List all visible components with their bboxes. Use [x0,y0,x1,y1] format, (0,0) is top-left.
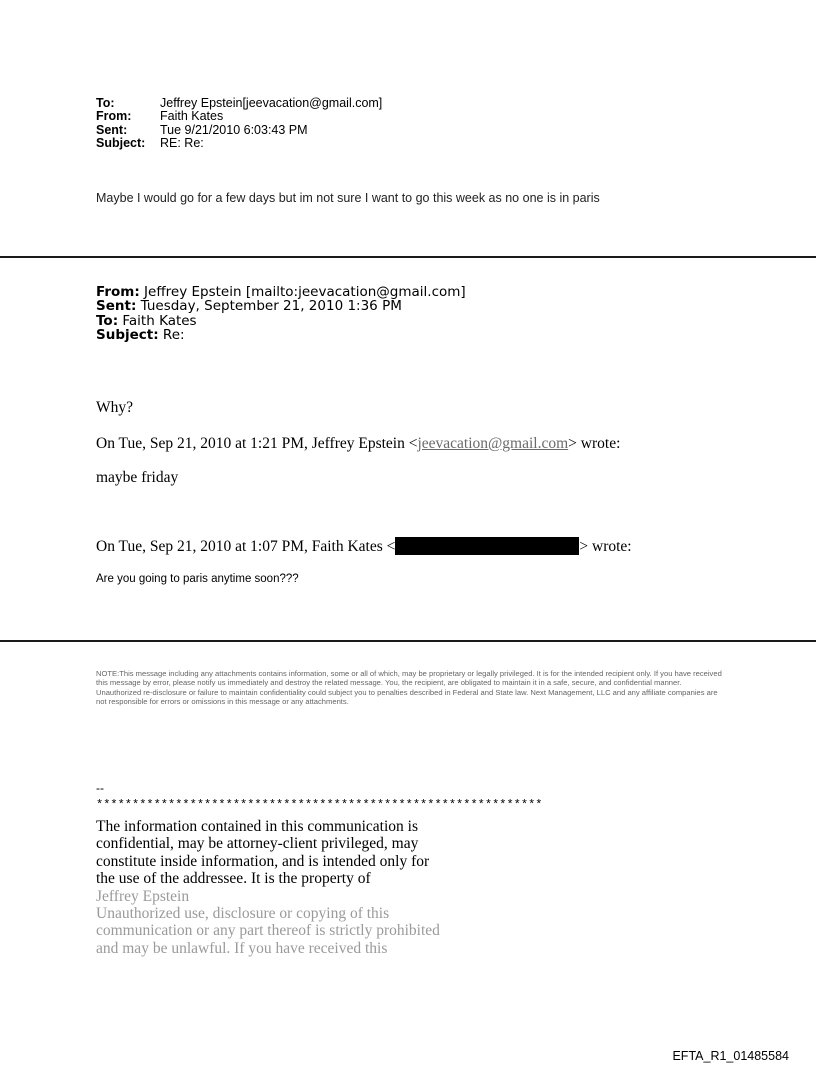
quoted-to-value: Faith Kates [118,312,197,329]
quoted-subject-label: Subject: [96,327,159,344]
quoted-sent-value: Tuesday, September 21, 2010 1:36 PM [136,298,402,315]
conf-line: communication or any part thereof is strictly prohibited [96,922,440,940]
sent-label: Sent: [96,122,128,137]
to-label: To: [96,96,115,110]
quote1-prefix: On Tue, Sep 21, 2010 at 1:21 PM, Jeffrey Epstein < [96,435,418,452]
to-value: Jeffrey Epstein[jeevacation@gmail.com] [160,96,383,110]
divider [0,640,816,642]
conf-line: Jeffrey Epstein [96,887,190,905]
signature-stars: ************************************************************** [96,798,543,812]
document-id: EFTA_R1_01485584 [672,1049,789,1063]
why-text: Why? [96,399,134,416]
legal-notice: NOTE:This message including any attachments contains information, some or all of which, may be proprietary or legally privileged. It is for the intended recipient only. If you have received this message by error, please notify us immediately and destroy the related message. You, the recipient, are obligated to maintain it in a safe, secure, and confidential manner. Unauthorized re-disclosure or failure to maintain confidentiality could subject you to penalties described in Federal and State law. Next Management, LLC and any affiliate companies are not responsible for errors or omissions in this message or any attachments. [96,669,722,706]
subject-label: Subject: [96,136,146,151]
quoted-sent-label: Sent: [96,298,137,315]
from-label: From: [96,109,132,124]
quoted-from-label: From: [96,284,140,300]
conf-line: Unauthorized use, disclosure or copying of this [96,905,390,923]
conf-line: The information contained in this communication is [96,818,418,835]
email-link[interactable]: jeevacation@gmail.com [417,435,569,452]
conf-line: and may be unlawful. If you have received this [96,939,388,957]
subject-value: RE: Re: [160,136,204,151]
conf-line: constitute inside information, and is intended only for [96,852,430,870]
quoted-to-label: To: [96,312,119,329]
question-text: Are you going to paris anytime soon??? [96,573,299,585]
quote2-suffix: > wrote: [579,538,632,555]
conf-line: confidential, may be attorney-client privileged, may [96,835,419,853]
quote1-suffix: > wrote: [568,435,621,452]
quoted-from-value: Jeffrey Epstein [mailto:jeevacation@gmail.com] [139,284,466,300]
redaction-bar [395,537,579,555]
quote2-prefix: On Tue, Sep 21, 2010 at 1:07 PM, Faith Kates < [96,538,396,555]
confidentiality-notice [96,818,516,957]
quote-line-1 [96,435,620,453]
conf-line: the use of the addressee. It is the property of [96,870,371,888]
email-header [96,97,382,151]
quoted-subject-value: Re: [158,327,185,344]
quote-line-2 [96,537,632,556]
maybe-text: maybe friday [96,469,179,486]
signature-dashes: -- [96,781,104,795]
email-body: Maybe I would go for a few days but im not sure I want to go this week as no one is in paris [96,191,600,205]
quoted-header [96,285,466,343]
divider [0,256,816,258]
from-value: Faith Kates [160,109,224,124]
sent-value: Tue 9/21/2010 6:03:43 PM [160,122,308,137]
